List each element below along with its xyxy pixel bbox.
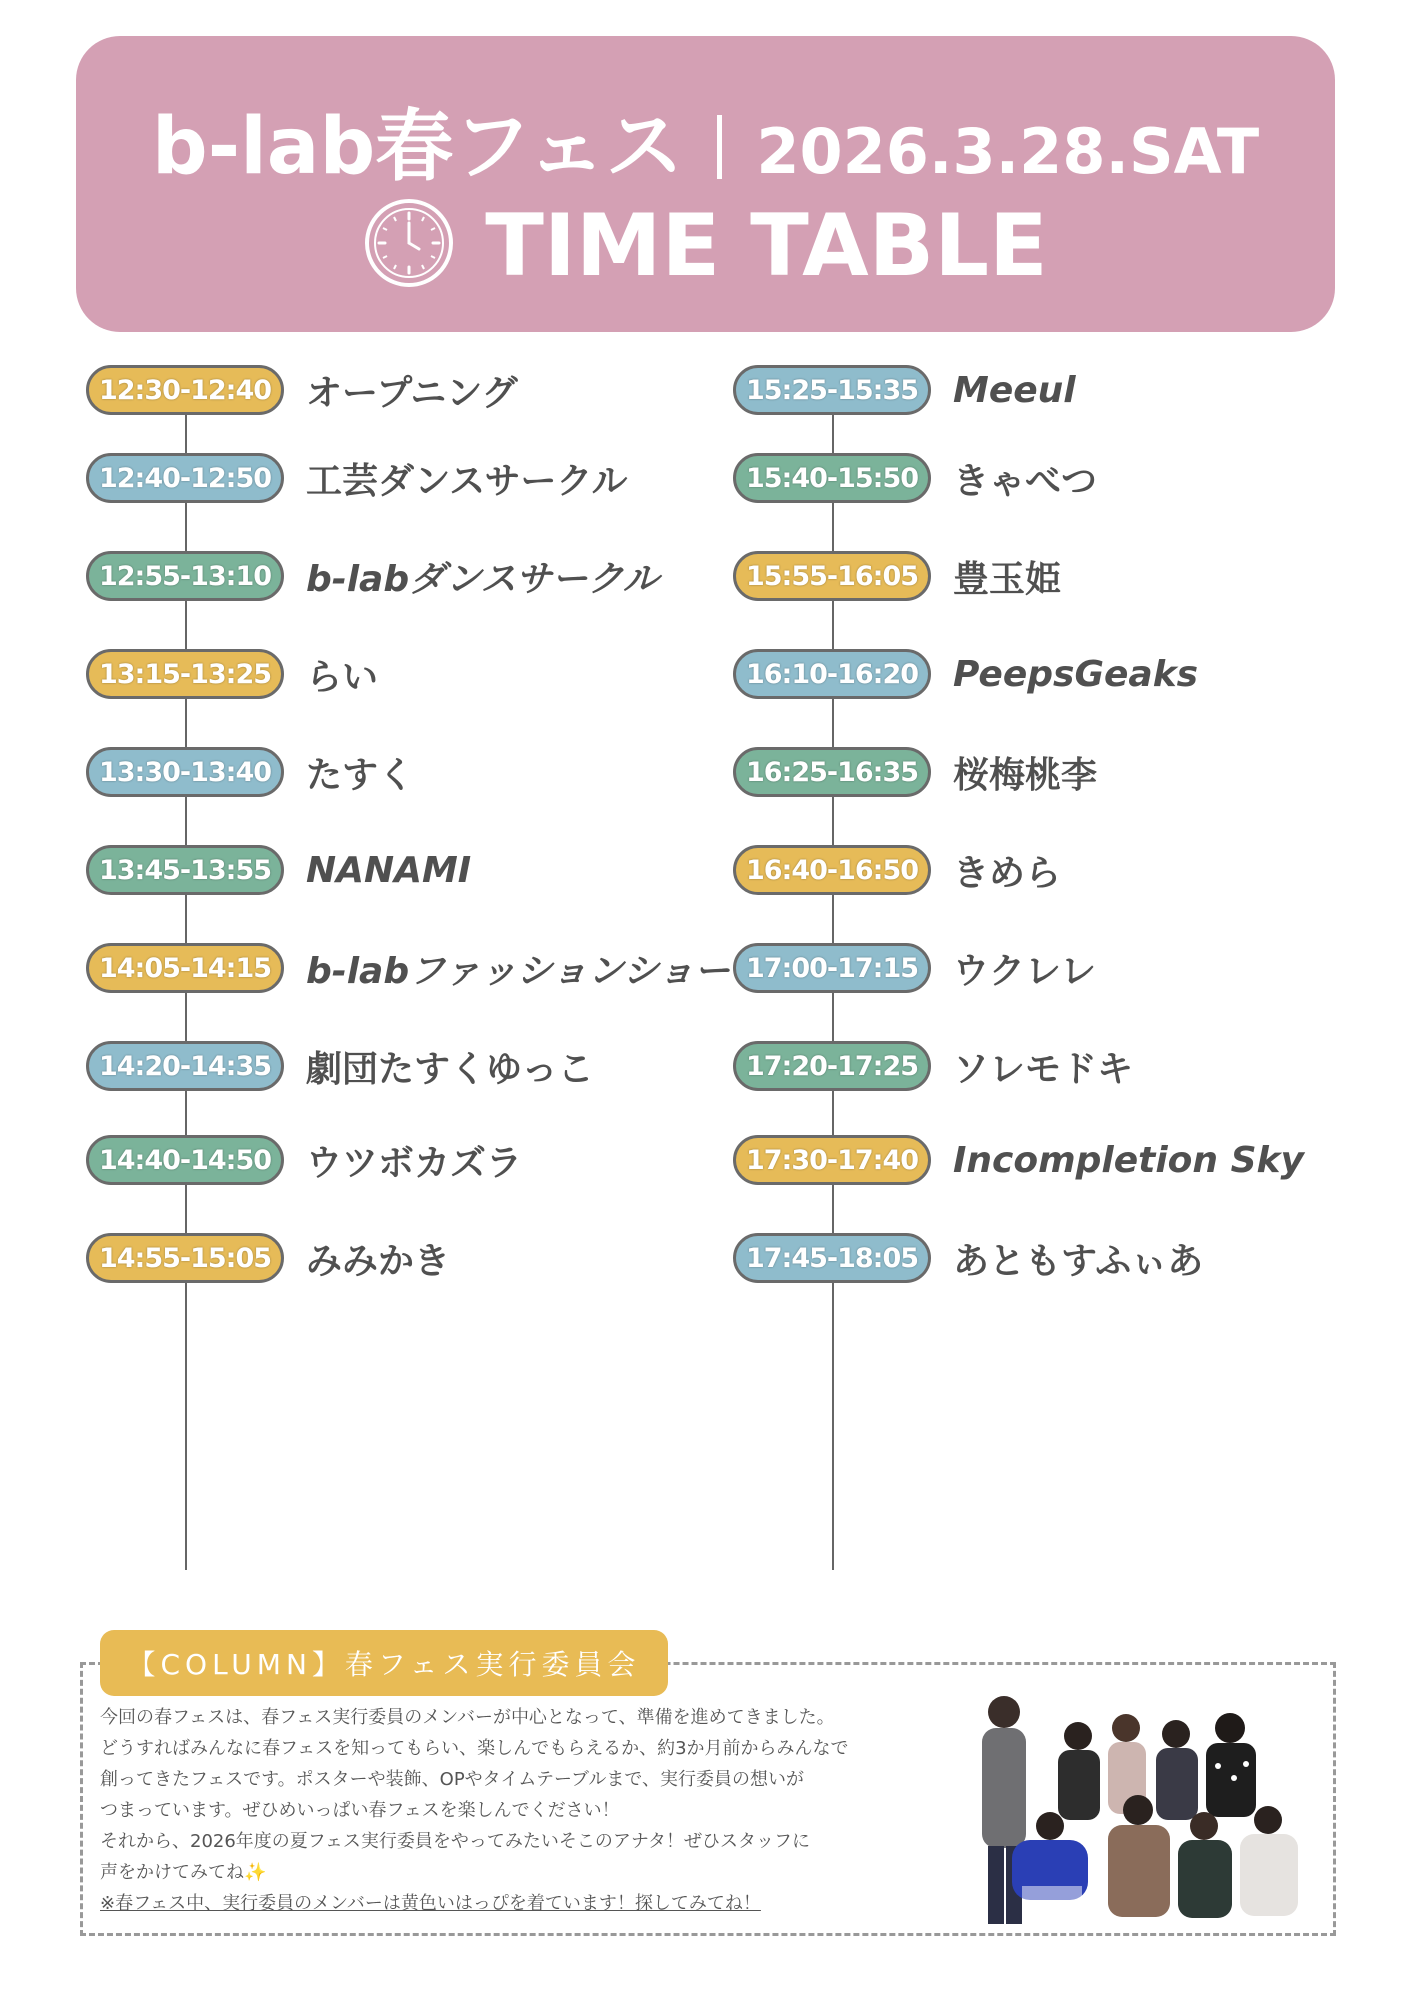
time-badge: 13:30-13:40 [86,747,284,797]
time-badge: 15:25-15:35 [733,365,931,415]
time-badge: 14:40-14:50 [86,1135,284,1185]
performer-name: Incompletion Sky [953,1139,1304,1181]
schedule-slot [86,1130,522,1190]
festival-title: b-lab春フェス [151,102,684,192]
performer-name: 工芸ダンスサークル [306,460,628,502]
schedule-slot [733,938,1096,998]
performer-name: 劇団たすくゆっこ [306,1048,594,1090]
schedule-slot [733,840,1061,900]
time-badge: 16:25-16:35 [733,747,931,797]
time-badge: 12:40-12:50 [86,453,284,503]
performer-name: NANAMI [306,849,472,891]
column-line: 声をかけてみてね✨ [100,1862,267,1883]
time-badge: 17:30-17:40 [733,1135,931,1185]
schedule-slot [86,1036,594,1096]
time-badge: 17:20-17:25 [733,1041,931,1091]
column-line: つまっています。ぜひめいっぱい春フェスを楽しんでください！ [100,1800,620,1821]
column-line: 創ってきたフェスです。ポスターや装飾、OPやタイムテーブルまで、実行委員の想いが [100,1769,804,1790]
time-badge: 12:30-12:40 [86,365,284,415]
schedule-slot [86,840,471,900]
time-badge: 15:55-16:05 [733,551,931,601]
schedule-slot [733,644,1198,704]
schedule-slot [733,360,1076,420]
title-separator [717,115,722,179]
column-line: 今回の春フェスは、春フェス実行委員のメンバーが中心となって、準備を進めてきました。 [100,1707,835,1728]
time-badge: 13:15-13:25 [86,649,284,699]
performer-name: b-labファッションショー [306,950,731,992]
schedule-slot [733,546,1061,606]
performer-name: PeepsGeaks [953,653,1199,695]
performer-name: 豊玉姫 [953,558,1062,600]
time-badge: 14:20-14:35 [86,1041,284,1091]
column-line: それから、2026年度の夏フェス実行委員をやってみたいそこのアナタ！ぜひスタッフに [100,1831,811,1852]
schedule-slot [86,546,659,606]
performer-name: オープニング [306,372,518,414]
time-badge: 16:10-16:20 [733,649,931,699]
performer-name: たすく [306,754,415,796]
column-heading: 【COLUMN】春フェス実行委員会 [100,1630,668,1696]
time-badge: 16:40-16:50 [733,845,931,895]
schedule-slot [86,448,627,508]
performer-name: あともすふぃあ [953,1240,1204,1282]
time-badge: 12:55-13:10 [86,551,284,601]
performer-name: ソレモドキ [953,1048,1134,1090]
clock-icon [363,197,455,289]
column-body [100,1702,970,1919]
schedule-slot [86,644,378,704]
time-badge: 17:45-18:05 [733,1233,931,1283]
timetable-heading [76,196,1335,296]
performer-name: みみかき [306,1240,451,1282]
time-badge: 17:00-17:15 [733,943,931,993]
performer-name: きめら [953,852,1062,894]
column-note: ※春フェス中、実行委員のメンバーは黄色いはっぴを着ています！探してみてね！ [100,1893,761,1914]
festival-title-line [76,84,1335,196]
time-badge: 14:05-14:15 [86,943,284,993]
performer-name: きゃべつ [953,460,1098,502]
header-banner [76,36,1335,332]
schedule-slot [733,448,1097,508]
schedule-slot [733,1130,1304,1190]
schedule-slot [86,1228,450,1288]
performer-name: らい [306,656,379,698]
column-line: どうすればみんなに春フェスを知ってもらい、楽しんでもらえるか、約3か月前からみんなで [100,1738,849,1759]
committee-group-photo [968,1676,1322,1928]
festival-date: 2026.3.28.SAT [756,115,1260,188]
time-badge: 15:40-15:50 [733,453,931,503]
schedule-slot [733,1228,1203,1288]
schedule-slot [86,742,414,802]
performer-name: ウツボカズラ [306,1142,523,1184]
performer-name: 桜梅桃李 [953,754,1098,796]
schedule-slot [733,1036,1133,1096]
schedule-slot [86,938,730,998]
schedule-slot [86,360,518,420]
time-badge: 14:55-15:05 [86,1233,284,1283]
performer-name: Meeul [953,369,1076,411]
performer-name: ウクレレ [953,950,1097,992]
timetable-title: TIME TABLE [485,196,1048,296]
schedule-slot [733,742,1097,802]
performer-name: b-labダンスサークル [306,558,659,600]
time-badge: 13:45-13:55 [86,845,284,895]
